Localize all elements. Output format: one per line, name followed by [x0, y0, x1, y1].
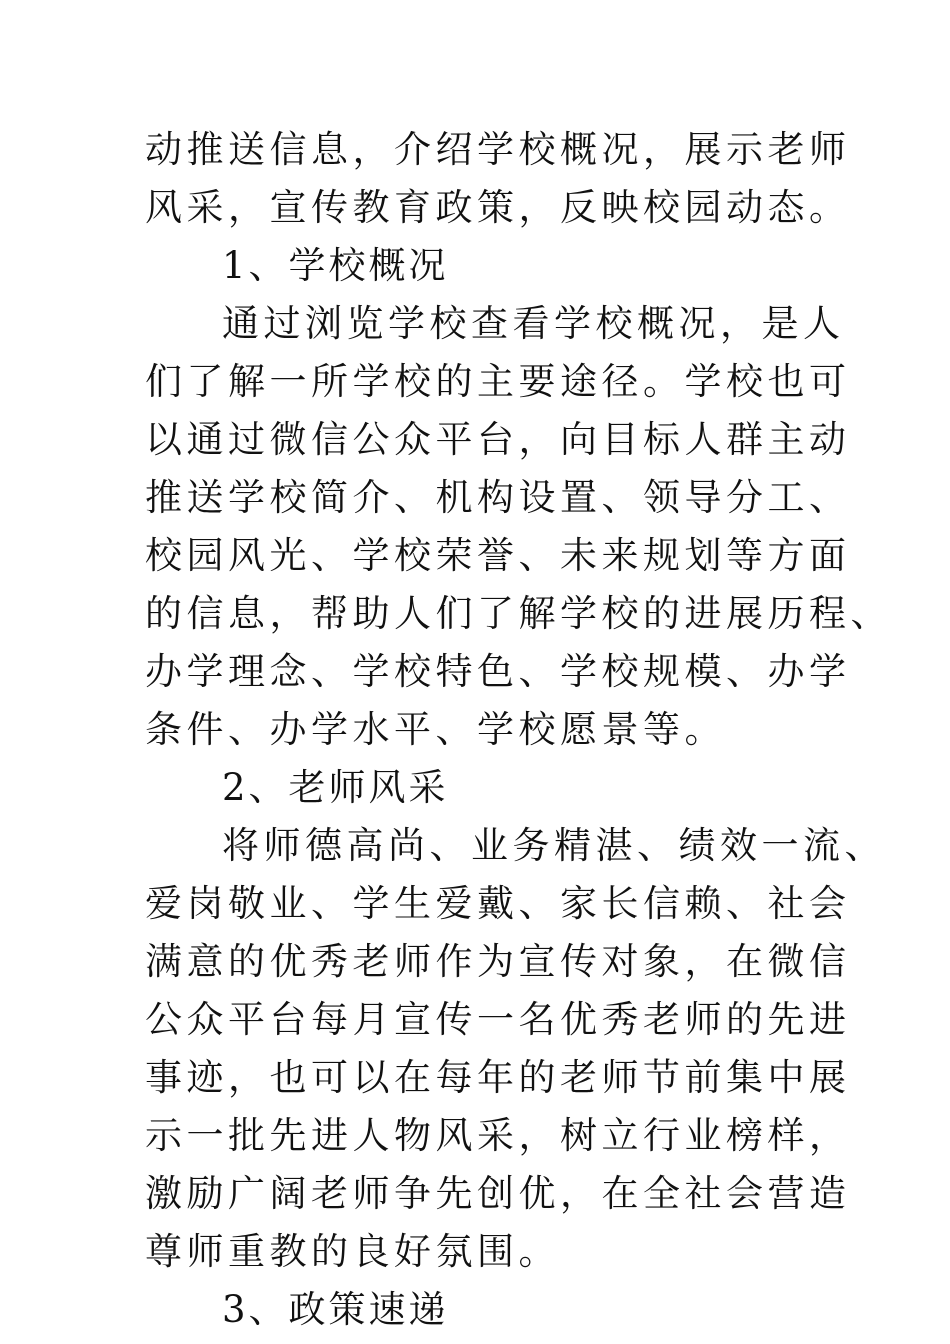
text-line: 尊师重教的良好氛围。	[145, 1230, 560, 1273]
text-line: 爱岗敬业、学生爱戴、家长信赖、社会	[145, 882, 851, 925]
text-line: 将师德高尚、业务精湛、绩效一流、	[222, 824, 886, 867]
text-line: 的信息，帮助人们了解学校的进展历程、	[145, 592, 892, 635]
text-line: 风采，宣传教育政策，反映校园动态。	[145, 186, 851, 229]
text-line: 推送学校简介、机构设置、领导分工、	[145, 476, 851, 519]
section-heading-school-overview: 1、学校概况	[222, 244, 449, 287]
text-line: 们了解一所学校的主要途径。学校也可	[145, 360, 851, 403]
text-line: 办学理念、学校特色、学校规模、办学	[145, 650, 851, 693]
text-line: 动推送信息，介绍学校概况，展示老师	[145, 128, 851, 171]
text-line: 事迹，也可以在每年的老师节前集中展	[145, 1056, 851, 1099]
section-heading-policy-express: 3、政策速递	[222, 1288, 449, 1331]
text-line: 示一批先进人物风采，树立行业榜样，	[145, 1114, 851, 1157]
text-line: 满意的优秀老师作为宣传对象，在微信	[145, 940, 851, 983]
text-line: 公众平台每月宣传一名优秀老师的先进	[145, 998, 851, 1041]
text-line: 激励广阔老师争先创优，在全社会营造	[145, 1172, 851, 1215]
text-line: 通过浏览学校查看学校概况，是人	[222, 302, 845, 345]
section-heading-teacher-style: 2、老师风采	[222, 766, 449, 809]
text-line: 校园风光、学校荣誉、未来规划等方面	[145, 534, 851, 577]
text-line: 条件、办学水平、学校愿景等。	[145, 708, 726, 751]
text-line: 以通过微信公众平台，向目标人群主动	[145, 418, 851, 461]
